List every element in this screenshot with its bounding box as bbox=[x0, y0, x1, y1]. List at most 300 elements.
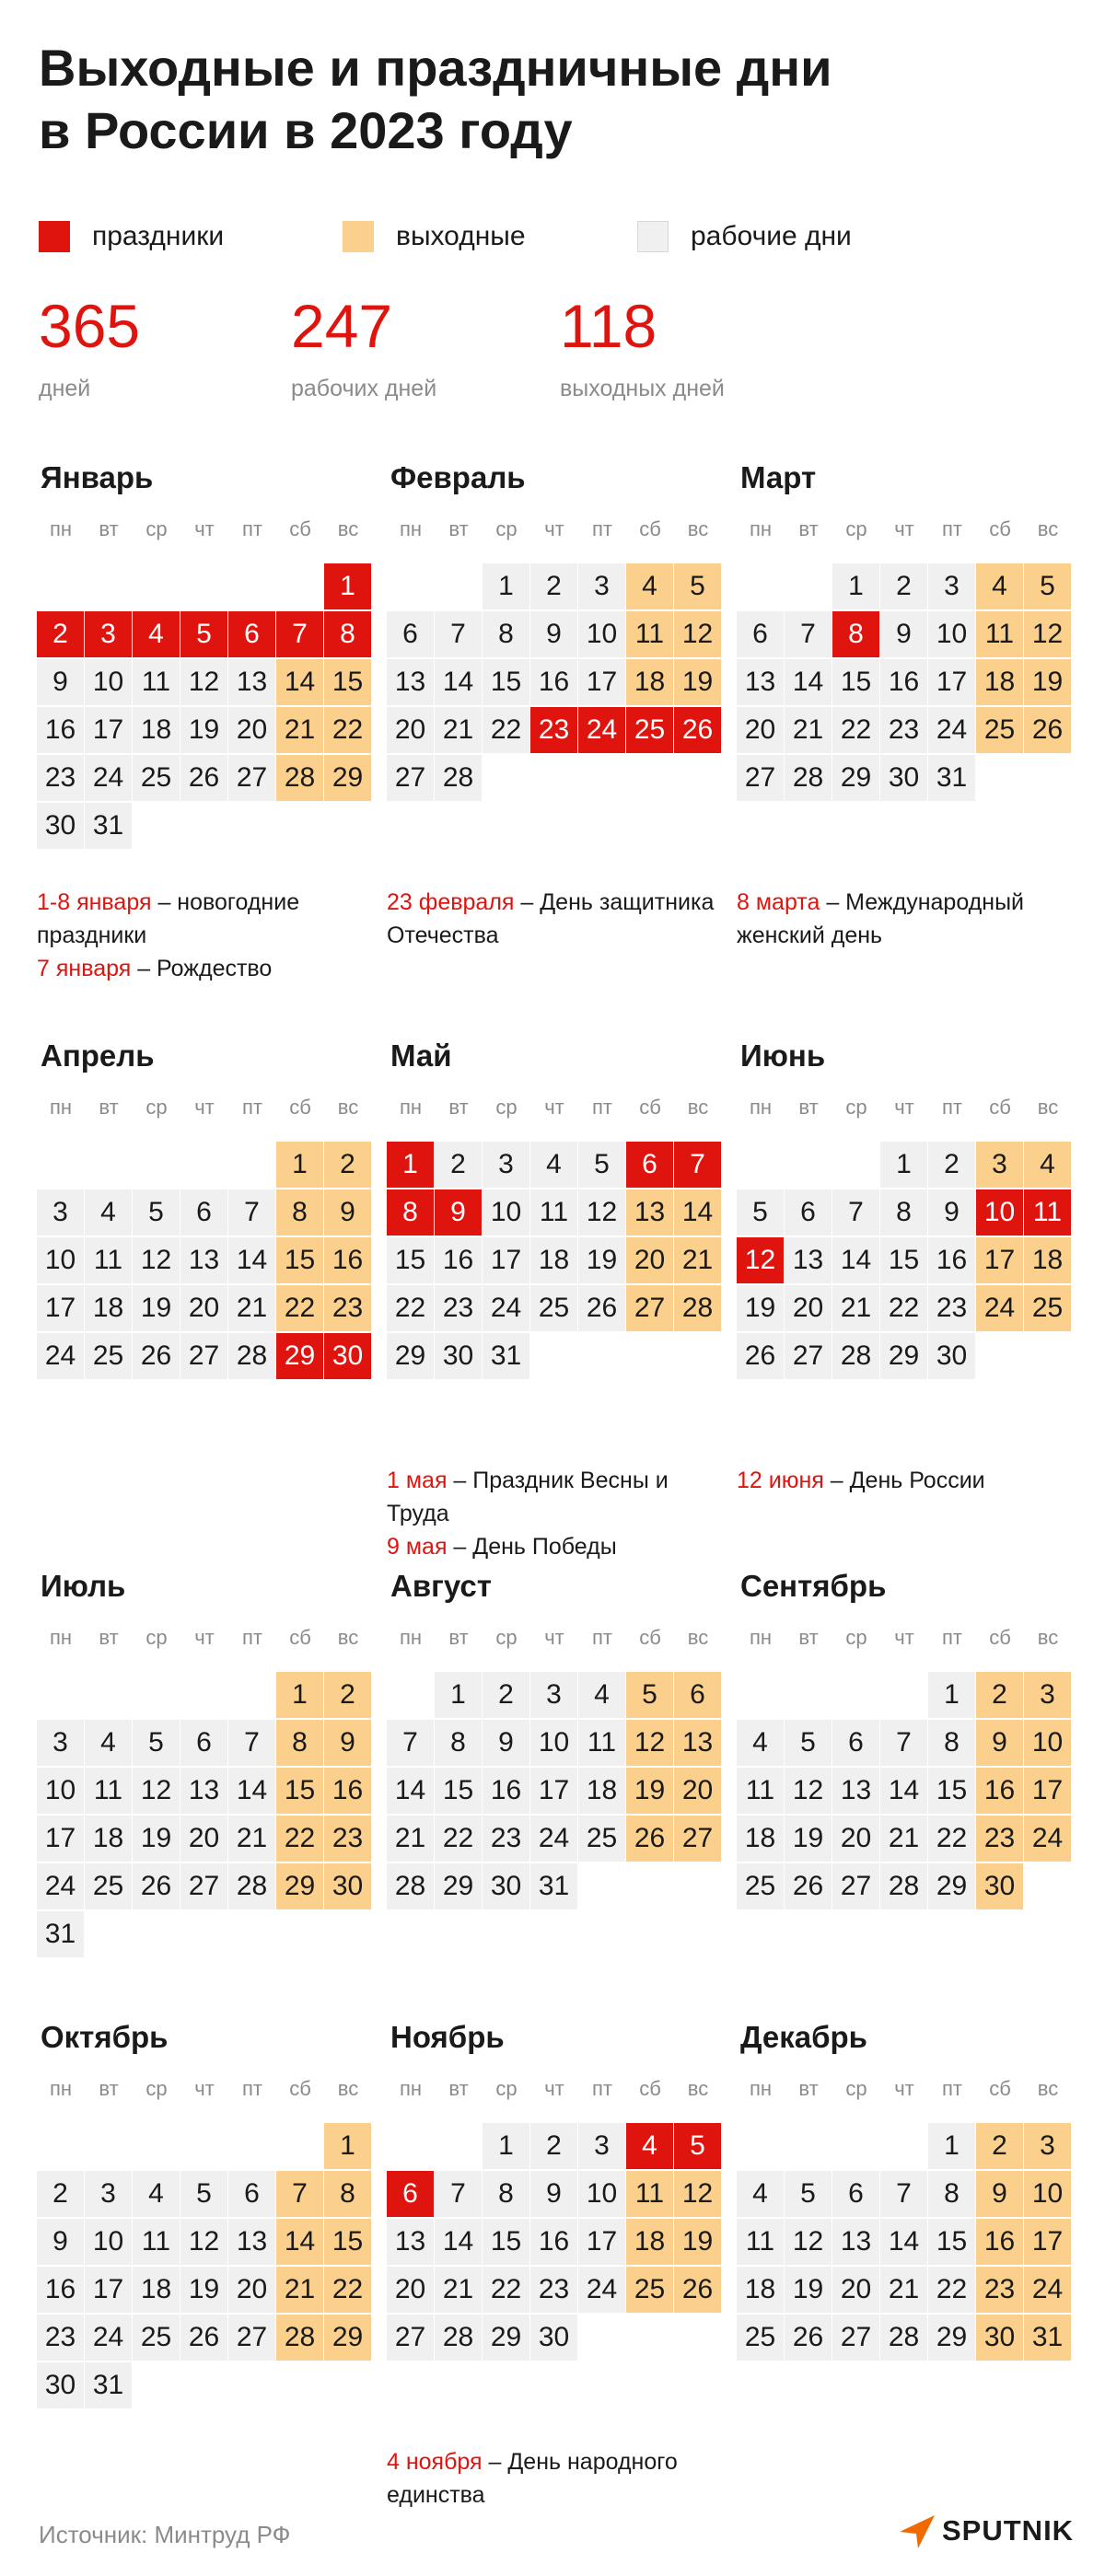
day-cell-workday: 17 bbox=[530, 1768, 577, 1814]
day-cell-weekend: 18 bbox=[976, 659, 1023, 705]
weekday-label: чт bbox=[544, 2077, 564, 2100]
day-cell-workday: 10 bbox=[578, 611, 625, 657]
day-cell-workday: 18 bbox=[133, 707, 180, 753]
day-cell-weekend: 20 bbox=[626, 1237, 673, 1283]
weekday-header bbox=[737, 517, 1077, 545]
day-cell-workday: 7 bbox=[880, 1720, 927, 1766]
holiday-note-text: – День Победы bbox=[447, 1534, 617, 1560]
weekday-label: сб bbox=[639, 1626, 661, 1649]
weekday-label: вс bbox=[687, 2077, 709, 2100]
day-cell-workday: 26 bbox=[180, 755, 227, 801]
day-cell-workday: 1 bbox=[483, 2123, 529, 2169]
day-cell-workday: 20 bbox=[180, 1285, 227, 1331]
weekday-label: пт bbox=[942, 517, 962, 540]
day-cell-workday: 28 bbox=[832, 1333, 879, 1379]
day-cell-weekend: 27 bbox=[674, 1816, 721, 1862]
holiday-note bbox=[37, 886, 378, 952]
day-cell-workday: 28 bbox=[785, 755, 832, 801]
day-cell-weekend: 25 bbox=[1024, 1285, 1071, 1331]
day-cell-weekend: 14 bbox=[276, 2219, 323, 2265]
holiday-note-text: – День народного единства bbox=[387, 2449, 678, 2508]
day-cell-workday: 6 bbox=[832, 1720, 879, 1766]
day-cell-workday: 4 bbox=[737, 2171, 784, 2217]
day-cell-workday: 15 bbox=[928, 2219, 975, 2265]
weekday-label: вт bbox=[448, 2077, 469, 2100]
day-cell-workday: 18 bbox=[133, 2267, 180, 2313]
day-cell-workday: 19 bbox=[180, 2267, 227, 2313]
day-cell-workday: 18 bbox=[578, 1768, 625, 1814]
day-cell-workday: 10 bbox=[530, 1720, 577, 1766]
legend-swatch-workdays bbox=[637, 221, 669, 252]
day-cell-workday: 6 bbox=[832, 2171, 879, 2217]
month-name: Февраль bbox=[390, 460, 526, 494]
day-cell-weekend: 26 bbox=[674, 2267, 721, 2313]
day-cell-weekend: 9 bbox=[324, 1720, 371, 1766]
day-cell-workday: 5 bbox=[785, 1720, 832, 1766]
day-cell-workday: 23 bbox=[928, 1285, 975, 1331]
day-cell-workday: 11 bbox=[737, 1768, 784, 1814]
day-grid bbox=[37, 1672, 378, 1967]
day-cell-workday: 25 bbox=[133, 2315, 180, 2361]
sputnik-logo-icon bbox=[898, 2512, 936, 2550]
weekday-label: пт bbox=[942, 1626, 962, 1649]
day-cell-holiday: 5 bbox=[674, 2123, 721, 2169]
weekday-label: пн bbox=[749, 517, 773, 540]
day-cell-workday: 7 bbox=[832, 1189, 879, 1236]
day-cell-weekend: 23 bbox=[976, 2267, 1023, 2313]
day-cell-weekend: 22 bbox=[276, 1285, 323, 1331]
day-cell-workday: 19 bbox=[180, 707, 227, 753]
holiday-note bbox=[387, 2445, 727, 2512]
day-cell-weekend: 15 bbox=[276, 1768, 323, 1814]
legend bbox=[0, 218, 1105, 255]
day-cell-workday: 27 bbox=[832, 1863, 879, 1909]
day-cell-workday: 21 bbox=[435, 707, 482, 753]
day-cell-workday: 19 bbox=[785, 1816, 832, 1862]
day-cell-workday: 20 bbox=[737, 707, 784, 753]
day-cell-weekend: 14 bbox=[276, 659, 323, 705]
day-cell-holiday: 3 bbox=[85, 611, 132, 657]
day-cell-workday: 24 bbox=[928, 707, 975, 753]
month-name: Сентябрь bbox=[740, 1569, 887, 1603]
day-grid bbox=[387, 1672, 727, 1967]
day-cell-workday: 3 bbox=[483, 1142, 529, 1188]
day-cell-weekend: 10 bbox=[1024, 2171, 1071, 2217]
day-cell-workday: 27 bbox=[228, 2315, 275, 2361]
day-cell-workday: 14 bbox=[228, 1768, 275, 1814]
day-cell-workday: 27 bbox=[180, 1863, 227, 1909]
day-grid bbox=[387, 563, 727, 858]
holiday-note-date: 8 марта bbox=[737, 889, 820, 915]
day-cell-workday: 17 bbox=[578, 659, 625, 705]
day-cell-workday: 7 bbox=[387, 1720, 434, 1766]
day-grid bbox=[37, 1142, 378, 1436]
weekday-label: ср bbox=[845, 2077, 867, 2100]
weekday-label: вс bbox=[1037, 1096, 1059, 1119]
day-cell-weekend: 22 bbox=[276, 1816, 323, 1862]
month-name: Декабрь bbox=[740, 2020, 867, 2054]
weekday-label: вс bbox=[687, 517, 709, 540]
weekday-label: сб bbox=[289, 2077, 311, 2100]
day-cell-workday: 15 bbox=[483, 2219, 529, 2265]
day-cell-workday: 1 bbox=[435, 1672, 482, 1718]
day-cell-workday: 10 bbox=[85, 659, 132, 705]
day-cell-holiday: 23 bbox=[530, 707, 577, 753]
day-cell-weekend: 13 bbox=[626, 1189, 673, 1236]
day-cell-workday: 13 bbox=[832, 1768, 879, 1814]
day-cell-workday: 20 bbox=[180, 1816, 227, 1862]
day-cell-holiday: 4 bbox=[133, 611, 180, 657]
day-cell-workday: 24 bbox=[85, 2315, 132, 2361]
day-cell-holiday: 5 bbox=[180, 611, 227, 657]
holiday-notes bbox=[37, 886, 378, 985]
day-cell-workday: 13 bbox=[228, 2219, 275, 2265]
day-cell-workday: 26 bbox=[133, 1333, 180, 1379]
day-cell-workday: 29 bbox=[880, 1333, 927, 1379]
day-cell-workday: 2 bbox=[880, 563, 927, 609]
weekday-label: вт bbox=[448, 1626, 469, 1649]
month-name: Апрель bbox=[41, 1039, 155, 1073]
day-cell-workday: 11 bbox=[133, 659, 180, 705]
day-cell-weekend: 25 bbox=[626, 2267, 673, 2313]
weekday-label: вт bbox=[99, 2077, 119, 2100]
day-cell-workday: 30 bbox=[530, 2315, 577, 2361]
holiday-note-date: 1 мая bbox=[387, 1468, 448, 1493]
legend-item-workdays bbox=[637, 218, 852, 255]
weekday-label: пн bbox=[49, 517, 73, 540]
day-cell-weekend: 16 bbox=[976, 2219, 1023, 2265]
day-cell-workday: 14 bbox=[832, 1237, 879, 1283]
day-cell-workday: 29 bbox=[928, 2315, 975, 2361]
day-cell-workday: 30 bbox=[37, 803, 84, 849]
day-cell-weekend: 23 bbox=[324, 1285, 371, 1331]
day-grid bbox=[737, 563, 1077, 858]
day-cell-weekend: 19 bbox=[674, 659, 721, 705]
weekday-label: чт bbox=[894, 1626, 914, 1649]
weekday-label: вс bbox=[687, 1626, 709, 1649]
day-cell-weekend: 15 bbox=[324, 659, 371, 705]
weekday-label: вт bbox=[798, 2077, 819, 2100]
day-cell-workday: 11 bbox=[737, 2219, 784, 2265]
day-cell-workday: 4 bbox=[737, 1720, 784, 1766]
day-cell-workday: 21 bbox=[880, 2267, 927, 2313]
legend-item-weekends bbox=[343, 218, 526, 255]
weekday-label: вт bbox=[798, 517, 819, 540]
day-cell-weekend: 29 bbox=[276, 1863, 323, 1909]
month-name: Август bbox=[390, 1569, 492, 1603]
stat-workdays-label: рабочих дней bbox=[291, 376, 437, 401]
day-cell-workday: 13 bbox=[180, 1768, 227, 1814]
day-cell-workday: 26 bbox=[785, 1863, 832, 1909]
stat-days-off-label: выходных дней bbox=[560, 376, 725, 401]
day-cell-workday: 27 bbox=[228, 755, 275, 801]
legend-swatch-holidays bbox=[39, 221, 70, 252]
weekday-label: сб bbox=[989, 1626, 1011, 1649]
day-cell-workday: 28 bbox=[228, 1333, 275, 1379]
day-cell-workday: 1 bbox=[483, 563, 529, 609]
day-cell-workday: 31 bbox=[483, 1333, 529, 1379]
day-cell-workday: 22 bbox=[928, 2267, 975, 2313]
day-cell-workday: 6 bbox=[180, 1189, 227, 1236]
day-cell-weekend: 13 bbox=[674, 1720, 721, 1766]
day-cell-workday: 5 bbox=[578, 1142, 625, 1188]
day-cell-workday: 12 bbox=[785, 2219, 832, 2265]
holiday-notes bbox=[387, 886, 727, 952]
weekday-label: ср bbox=[495, 1626, 518, 1649]
weekday-label: вс bbox=[1037, 2077, 1059, 2100]
day-cell-weekend: 9 bbox=[324, 1189, 371, 1236]
day-grid bbox=[387, 2123, 727, 2418]
day-cell-weekend: 8 bbox=[276, 1189, 323, 1236]
weekday-header bbox=[387, 2077, 727, 2105]
day-cell-workday: 17 bbox=[37, 1285, 84, 1331]
weekday-label: пт bbox=[592, 2077, 612, 2100]
weekday-label: пн bbox=[399, 517, 423, 540]
weekday-label: сб bbox=[639, 1096, 661, 1119]
day-cell-workday: 24 bbox=[37, 1333, 84, 1379]
day-cell-weekend: 4 bbox=[1024, 1142, 1071, 1188]
day-cell-weekend: 17 bbox=[1024, 2219, 1071, 2265]
day-cell-holiday: 29 bbox=[276, 1333, 323, 1379]
day-cell-workday: 4 bbox=[578, 1672, 625, 1718]
day-cell-weekend: 6 bbox=[674, 1672, 721, 1718]
day-cell-weekend: 25 bbox=[976, 707, 1023, 753]
day-cell-weekend: 17 bbox=[1024, 1768, 1071, 1814]
stat-days-off bbox=[560, 293, 725, 402]
day-cell-workday: 21 bbox=[387, 1816, 434, 1862]
day-cell-workday: 15 bbox=[928, 1768, 975, 1814]
day-cell-weekend: 22 bbox=[324, 2267, 371, 2313]
day-cell-workday: 3 bbox=[578, 2123, 625, 2169]
day-grid bbox=[37, 563, 378, 858]
day-cell-weekend: 12 bbox=[626, 1720, 673, 1766]
weekday-label: чт bbox=[194, 1096, 215, 1119]
weekday-label: чт bbox=[544, 1096, 564, 1119]
day-cell-holiday: 10 bbox=[976, 1189, 1023, 1236]
day-cell-workday: 28 bbox=[880, 1863, 927, 1909]
stat-days-label: дней bbox=[39, 376, 91, 401]
day-cell-weekend: 20 bbox=[674, 1768, 721, 1814]
holiday-note bbox=[37, 952, 378, 985]
day-cell-weekend: 3 bbox=[976, 1142, 1023, 1188]
day-cell-workday: 16 bbox=[483, 1768, 529, 1814]
weekday-label: пн bbox=[49, 1626, 73, 1649]
weekday-header bbox=[387, 1626, 727, 1654]
day-cell-workday: 30 bbox=[435, 1333, 482, 1379]
day-cell-weekend: 4 bbox=[626, 563, 673, 609]
day-cell-workday: 26 bbox=[737, 1333, 784, 1379]
weekday-label: пт bbox=[242, 517, 262, 540]
weekday-label: пн bbox=[749, 1626, 773, 1649]
day-grid bbox=[737, 1142, 1077, 1436]
day-cell-workday: 11 bbox=[85, 1237, 132, 1283]
day-cell-workday: 2 bbox=[37, 2171, 84, 2217]
day-cell-workday: 3 bbox=[85, 2171, 132, 2217]
day-cell-workday: 8 bbox=[483, 611, 529, 657]
weekday-header bbox=[37, 517, 378, 545]
source-note: Источник: Минтруд РФ bbox=[39, 2521, 291, 2548]
holiday-note bbox=[387, 886, 727, 952]
day-cell-workday: 6 bbox=[737, 611, 784, 657]
weekday-label: ср bbox=[145, 1626, 168, 1649]
day-cell-workday: 11 bbox=[578, 1720, 625, 1766]
day-cell-workday: 13 bbox=[387, 2219, 434, 2265]
day-cell-workday: 21 bbox=[435, 2267, 482, 2313]
day-cell-workday: 23 bbox=[483, 1816, 529, 1862]
weekday-label: пн bbox=[399, 1096, 423, 1119]
day-cell-workday: 26 bbox=[578, 1285, 625, 1331]
day-cell-weekend: 21 bbox=[276, 2267, 323, 2313]
day-cell-workday: 18 bbox=[737, 1816, 784, 1862]
day-cell-workday: 9 bbox=[483, 1720, 529, 1766]
day-cell-weekend: 18 bbox=[626, 2219, 673, 2265]
day-cell-workday: 25 bbox=[85, 1333, 132, 1379]
day-cell-workday: 9 bbox=[928, 1189, 975, 1236]
day-cell-workday: 16 bbox=[37, 2267, 84, 2313]
day-cell-workday: 4 bbox=[530, 1142, 577, 1188]
weekday-label: чт bbox=[194, 1626, 215, 1649]
weekday-label: пт bbox=[242, 1096, 262, 1119]
day-cell-workday: 17 bbox=[578, 2219, 625, 2265]
stat-workdays-value: 247 bbox=[291, 292, 393, 360]
day-cell-workday: 31 bbox=[85, 803, 132, 849]
day-cell-weekend: 23 bbox=[976, 1816, 1023, 1862]
weekday-label: ср bbox=[145, 2077, 168, 2100]
weekday-label: пн bbox=[49, 1096, 73, 1119]
day-cell-workday: 9 bbox=[530, 611, 577, 657]
weekday-label: пт bbox=[942, 2077, 962, 2100]
day-cell-workday: 31 bbox=[37, 1911, 84, 1957]
day-cell-workday: 23 bbox=[435, 1285, 482, 1331]
month-name: Июнь bbox=[740, 1039, 826, 1073]
weekday-label: вс bbox=[337, 517, 359, 540]
day-cell-workday: 25 bbox=[133, 755, 180, 801]
day-cell-weekend: 28 bbox=[674, 1285, 721, 1331]
weekday-label: сб bbox=[639, 2077, 661, 2100]
day-cell-workday: 15 bbox=[832, 659, 879, 705]
holiday-note-text: – новогодние праздники bbox=[37, 889, 300, 948]
day-cell-workday: 13 bbox=[387, 659, 434, 705]
holiday-notes bbox=[737, 886, 1077, 952]
day-cell-workday: 10 bbox=[85, 2219, 132, 2265]
day-cell-holiday: 12 bbox=[737, 1237, 784, 1283]
day-cell-workday: 26 bbox=[133, 1863, 180, 1909]
day-cell-weekend: 5 bbox=[626, 1672, 673, 1718]
day-cell-weekend: 30 bbox=[976, 2315, 1023, 2361]
day-cell-workday: 6 bbox=[180, 1720, 227, 1766]
day-cell-workday: 30 bbox=[880, 755, 927, 801]
weekday-label: вс bbox=[687, 1096, 709, 1119]
day-cell-workday: 31 bbox=[530, 1863, 577, 1909]
holiday-note bbox=[737, 886, 1077, 952]
day-cell-weekend: 29 bbox=[324, 755, 371, 801]
day-cell-workday: 11 bbox=[85, 1768, 132, 1814]
day-cell-workday: 31 bbox=[928, 755, 975, 801]
weekday-label: ср bbox=[845, 1096, 867, 1119]
day-cell-workday: 27 bbox=[737, 755, 784, 801]
day-cell-weekend: 16 bbox=[324, 1237, 371, 1283]
day-cell-workday: 15 bbox=[483, 659, 529, 705]
day-cell-workday: 24 bbox=[483, 1285, 529, 1331]
weekday-label: вт bbox=[798, 1626, 819, 1649]
stat-workdays bbox=[291, 293, 436, 402]
weekday-label: ср bbox=[495, 2077, 518, 2100]
legend-item-holidays bbox=[39, 218, 224, 255]
weekday-label: чт bbox=[194, 517, 215, 540]
day-cell-workday: 13 bbox=[737, 659, 784, 705]
day-cell-workday: 14 bbox=[880, 2219, 927, 2265]
day-cell-workday: 24 bbox=[530, 1816, 577, 1862]
day-cell-holiday: 2 bbox=[37, 611, 84, 657]
day-cell-weekend: 18 bbox=[626, 659, 673, 705]
holiday-note-date: 4 ноября bbox=[387, 2449, 483, 2475]
day-cell-workday: 9 bbox=[37, 2219, 84, 2265]
day-cell-workday: 29 bbox=[435, 1863, 482, 1909]
day-cell-workday: 28 bbox=[880, 2315, 927, 2361]
weekday-label: пт bbox=[592, 1096, 612, 1119]
day-cell-workday: 21 bbox=[785, 707, 832, 753]
day-cell-holiday: 30 bbox=[324, 1333, 371, 1379]
day-cell-holiday: 7 bbox=[674, 1142, 721, 1188]
weekday-label: вс bbox=[337, 1626, 359, 1649]
weekday-label: сб bbox=[989, 1096, 1011, 1119]
day-cell-workday: 12 bbox=[785, 1768, 832, 1814]
day-cell-workday: 18 bbox=[737, 2267, 784, 2313]
day-cell-workday: 2 bbox=[435, 1142, 482, 1188]
day-cell-workday: 17 bbox=[37, 1816, 84, 1862]
day-cell-workday: 12 bbox=[133, 1768, 180, 1814]
day-cell-workday: 17 bbox=[85, 707, 132, 753]
day-cell-workday: 9 bbox=[880, 611, 927, 657]
day-cell-workday: 12 bbox=[180, 659, 227, 705]
day-cell-workday: 18 bbox=[85, 1285, 132, 1331]
holiday-note-date: 7 января bbox=[37, 956, 132, 981]
holiday-note-text: – Праздник Весны и Труда bbox=[387, 1468, 669, 1526]
day-cell-workday: 7 bbox=[435, 2171, 482, 2217]
day-cell-workday: 12 bbox=[578, 1189, 625, 1236]
day-cell-holiday: 6 bbox=[228, 611, 275, 657]
day-cell-workday: 18 bbox=[85, 1816, 132, 1862]
weekday-header bbox=[737, 1096, 1077, 1123]
weekday-header bbox=[37, 2077, 378, 2105]
day-cell-workday: 20 bbox=[228, 2267, 275, 2313]
day-cell-holiday: 4 bbox=[626, 2123, 673, 2169]
weekday-label: сб bbox=[639, 517, 661, 540]
day-cell-workday: 7 bbox=[785, 611, 832, 657]
day-cell-workday: 14 bbox=[387, 1768, 434, 1814]
weekday-label: вт bbox=[99, 1626, 119, 1649]
day-cell-weekend: 3 bbox=[1024, 1672, 1071, 1718]
day-cell-workday: 25 bbox=[578, 1816, 625, 1862]
brand bbox=[898, 2512, 1074, 2550]
weekday-label: пн bbox=[399, 2077, 423, 2100]
day-cell-workday: 10 bbox=[37, 1768, 84, 1814]
day-cell-weekend: 16 bbox=[976, 1768, 1023, 1814]
day-cell-workday: 22 bbox=[387, 1285, 434, 1331]
holiday-note-text: – День России bbox=[823, 1468, 985, 1493]
day-cell-holiday: 1 bbox=[387, 1142, 434, 1188]
day-cell-workday: 1 bbox=[832, 563, 879, 609]
weekday-label: чт bbox=[894, 1096, 914, 1119]
day-cell-workday: 22 bbox=[880, 1285, 927, 1331]
day-cell-workday: 6 bbox=[785, 1189, 832, 1236]
title-line-2: в России в 2023 году bbox=[39, 101, 573, 159]
day-cell-workday: 25 bbox=[737, 1863, 784, 1909]
day-grid bbox=[387, 1142, 727, 1436]
day-cell-holiday: 7 bbox=[276, 611, 323, 657]
day-cell-workday: 18 bbox=[530, 1237, 577, 1283]
day-cell-workday: 23 bbox=[37, 2315, 84, 2361]
